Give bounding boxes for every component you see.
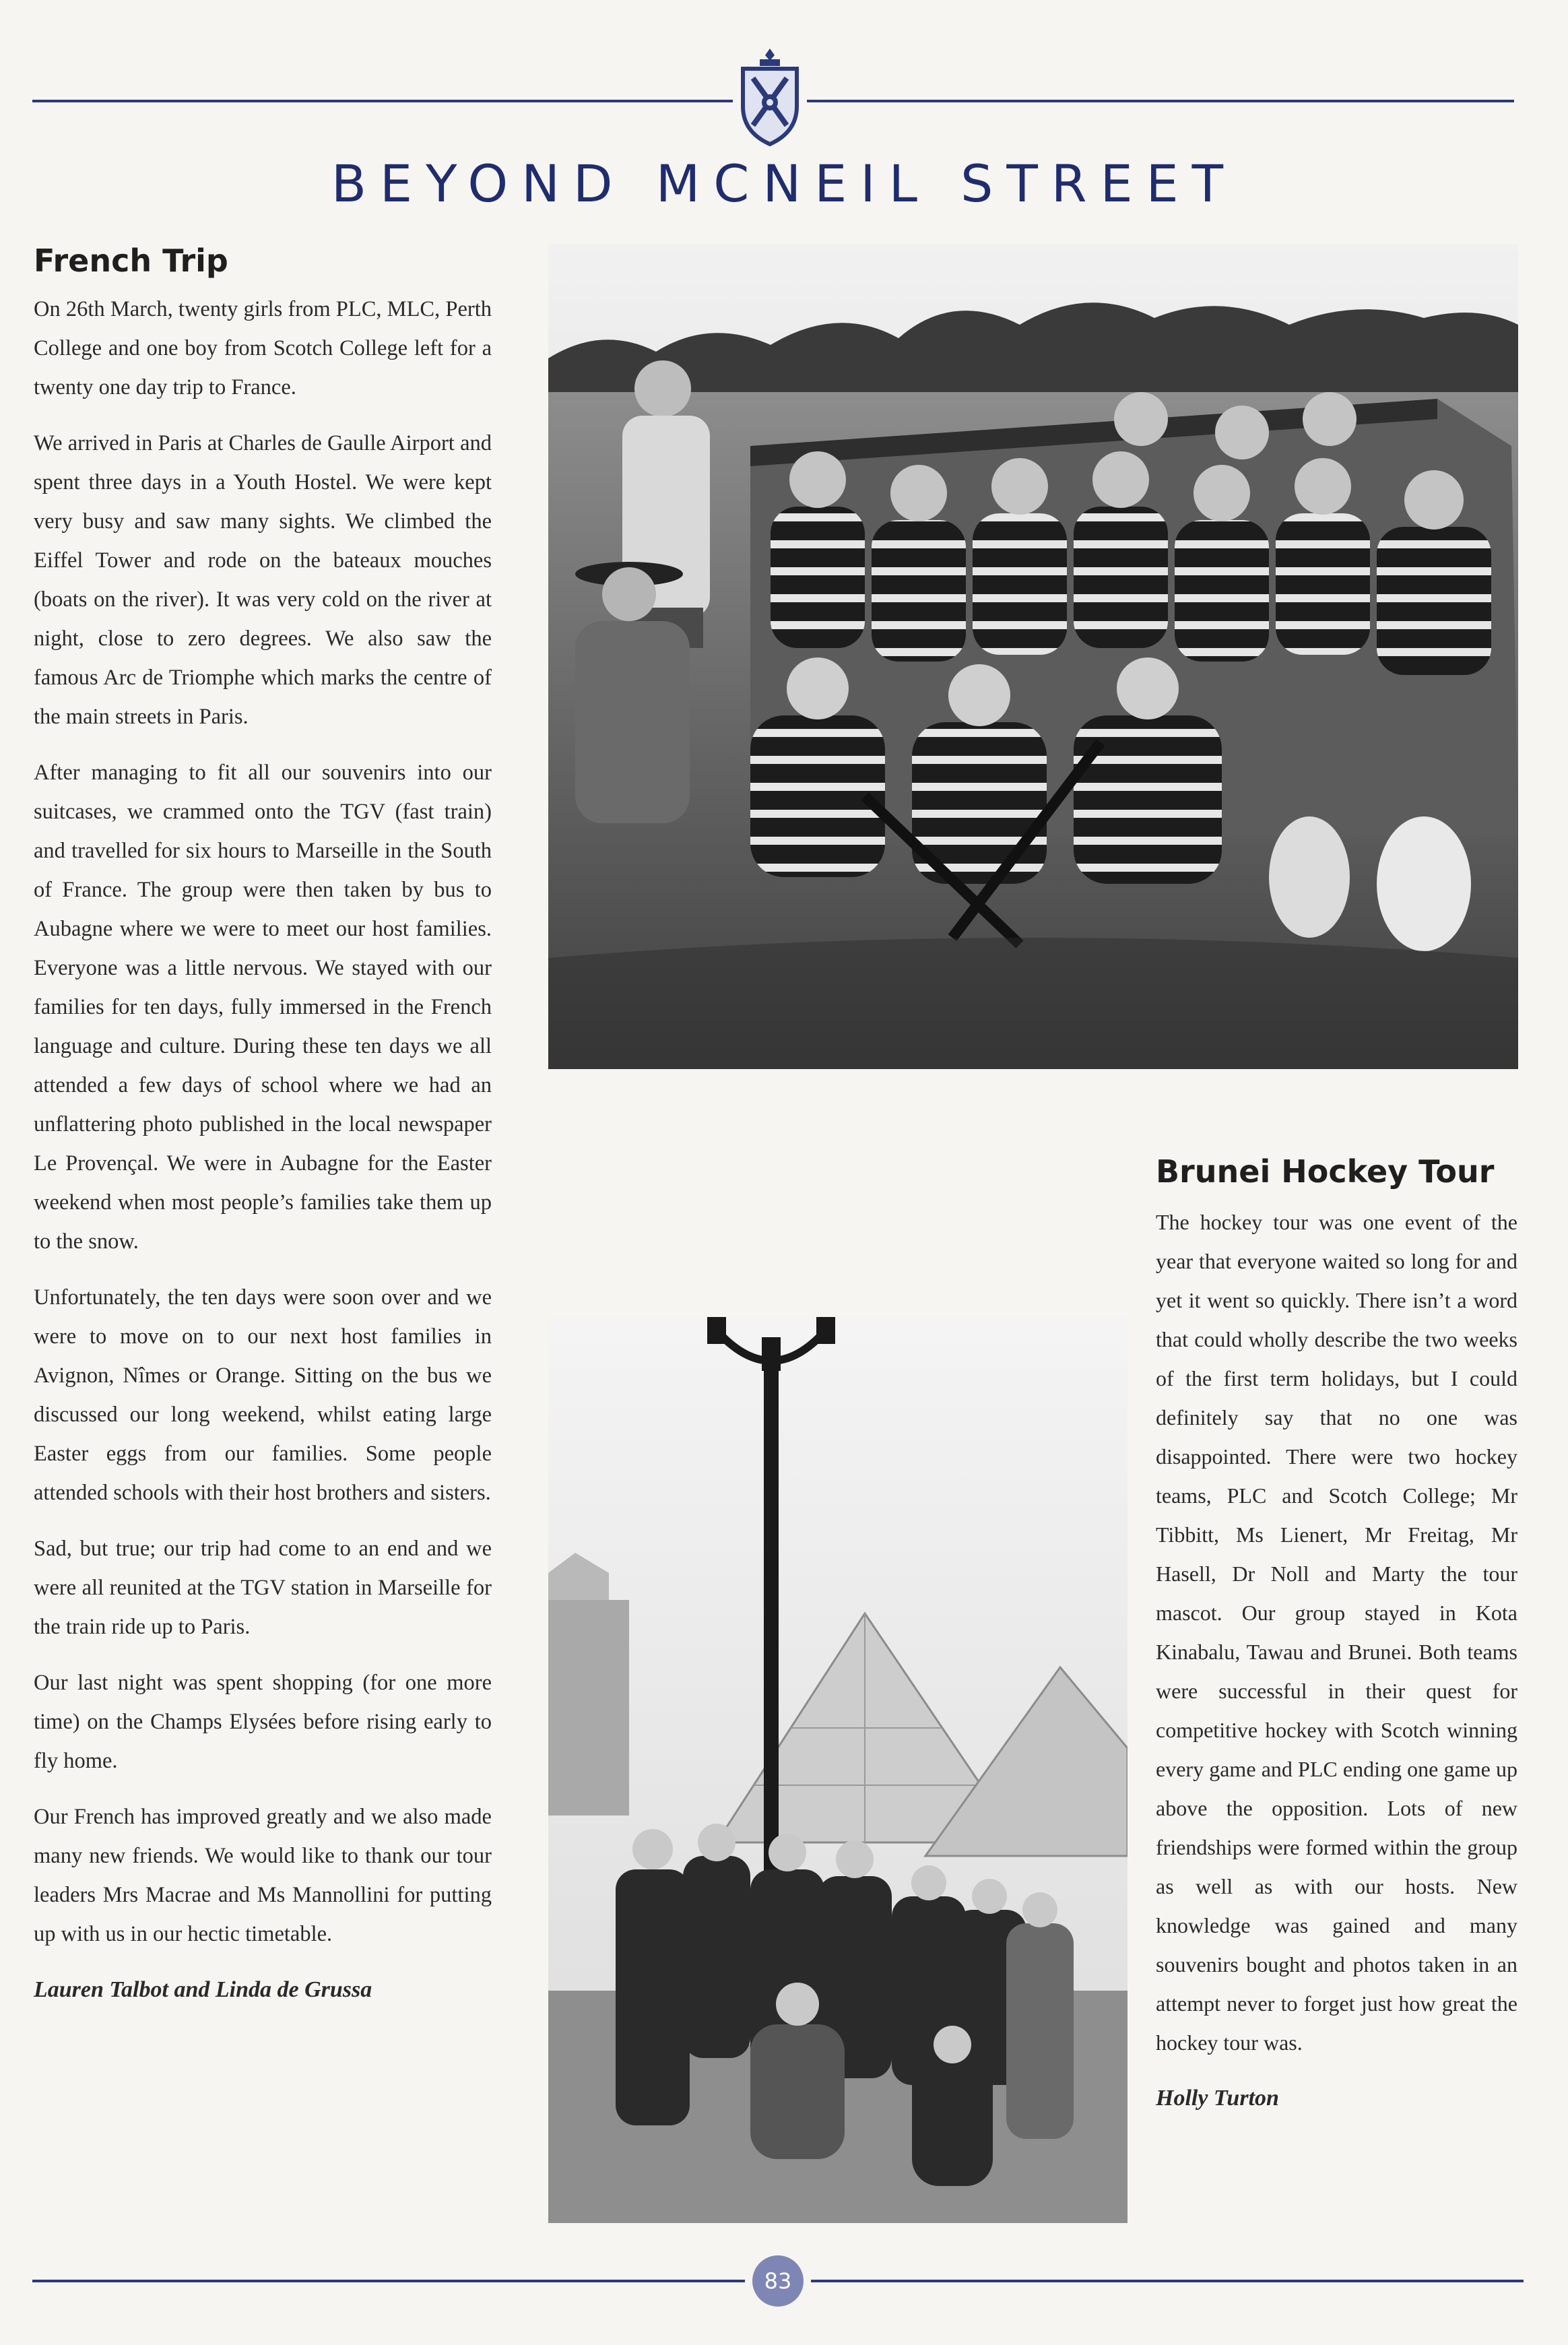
header-rule-left	[32, 100, 733, 102]
article-paragraph: Our French has improved greatly and we also made many new friends. We would like to thank our tour leaders Mrs Macrae and Ms Mannollini for putting up with us in our hectic timetable.	[34, 1805, 492, 1946]
article-author: Lauren Talbot and Linda de Grussa	[34, 1977, 372, 2002]
hockey-team-photo	[548, 244, 1518, 1069]
article-paragraph: The hockey tour was one event of the year that everyone waited so long for and yet it went so quickly. There isn’t a word that could wholly describe the two weeks of the first term holidays, but I could definitely say that no one was disappointed. There were two hockey teams, PLC and Scotch College; Mr Tibbitt, Ms Lienert, Mr Freitag, Mr Hasell, Dr Noll and Marty the tour mascot. Our group stayed in Kota Kinabalu, Tawau and Brunei. Both teams were successful in their quest for competitive hockey with Scotch winning every game and PLC ending one game up above the opposition. Lots of new friendships were formed within the group as well as with our hosts. New knowledge was gained and many souvenirs bought and photos taken in an attempt never to forget just how great the hockey tour was.	[1156, 1210, 1517, 2055]
header-rule-right	[807, 100, 1514, 102]
footer-rule-left	[32, 2280, 745, 2282]
french-trip-article	[34, 290, 492, 2010]
louvre-group-photo	[548, 1317, 1128, 2223]
page-header-title: BEYOND MCNEIL STREET	[331, 154, 1237, 214]
school-crest-icon	[733, 46, 807, 147]
article-paragraph: Our last night was spent shopping (for one more time) on the Champs Elysées before rising early to fly home.	[34, 1671, 492, 1773]
brunei-tour-heading: Brunei Hockey Tour	[1156, 1153, 1495, 1190]
article-paragraph: On 26th March, twenty girls from PLC, MLC, Perth College and one boy from Scotch College left for a twenty one day trip to France.	[34, 297, 492, 399]
article-paragraph: Unfortunately, the ten days were soon over and we were to move on to our next host families in Avignon, Nîmes or Orange. Sitting on the bus we discussed our long weekend, whilst eating large Easter eggs from our families. Some people attended schools with their host brothers and sisters.	[34, 1285, 492, 1505]
footer-rule-right	[811, 2280, 1524, 2282]
article-paragraph: We arrived in Paris at Charles de Gaulle Airport and spent three days in a Youth Hostel. We were kept very busy and saw many sights. We climbed the Eiffel Tower and rode on the bateaux mouches (boats on the river). It was very cold on the river at night, close to zero degrees. We also saw the famous Arc de Triomphe which marks the centre of the main streets in Paris.	[34, 431, 492, 729]
article-author: Holly Turton	[1156, 2086, 1279, 2111]
french-trip-heading: French Trip	[34, 243, 228, 279]
brunei-tour-article	[1156, 1202, 1517, 2118]
article-paragraph: Sad, but true; our trip had come to an end and we were all reunited at the TGV station in Marseille for the train ride up to Paris.	[34, 1537, 492, 1639]
article-paragraph: After managing to fit all our souvenirs into our suitcases, we crammed onto the TGV (fast train) and travelled for six hours to Marseille in the South of France. The group were then taken by bus to Aubagne where we were to meet our host families. Everyone was a little nervous. We stayed with our families for ten days, fully immersed in the French language and culture. During these ten days we all attended a few days of school where we had an unflattering photo published in the local newspaper Le Provençal. We were in Aubagne for the Easter weekend when most people’s families take them up to the snow.	[34, 761, 492, 1254]
page-number: 83	[752, 2255, 804, 2307]
